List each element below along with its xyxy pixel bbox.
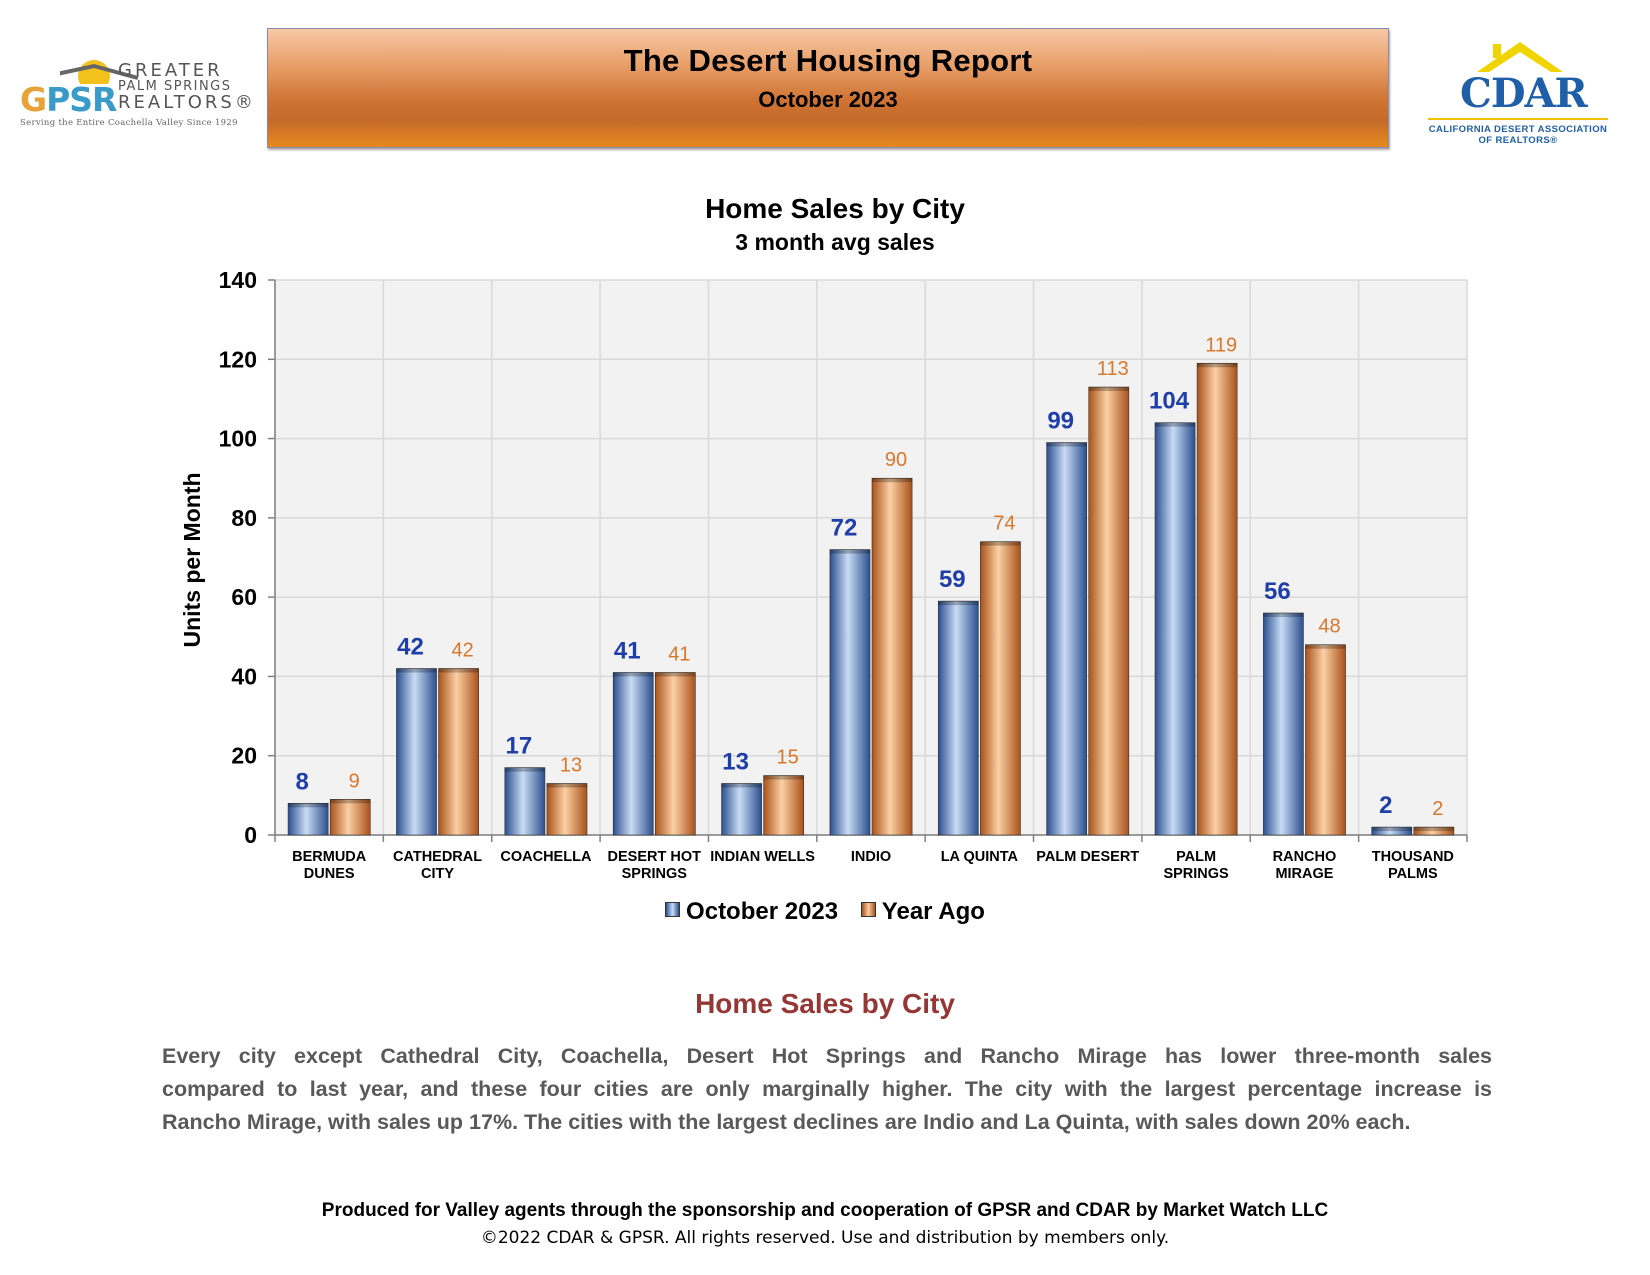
x-tick-label: PALMS bbox=[1387, 866, 1438, 882]
gpsr-line2: PALM SPRINGS bbox=[118, 79, 232, 94]
data-label: 56 bbox=[1264, 578, 1291, 605]
x-tick-label: COACHELLA bbox=[500, 849, 592, 865]
bar-cap bbox=[288, 803, 328, 807]
data-label: 8 bbox=[295, 768, 309, 796]
bar bbox=[547, 783, 587, 835]
data-label: 17 bbox=[505, 732, 533, 760]
bar bbox=[1197, 363, 1237, 835]
bar bbox=[396, 669, 436, 836]
x-tick-label: RANCHO bbox=[1272, 849, 1337, 865]
y-tick-label: 60 bbox=[231, 584, 257, 611]
x-tick-label: INDIO bbox=[850, 849, 892, 865]
cdar-sub2: OF REALTORS® bbox=[1478, 135, 1558, 146]
x-tick-label: MIRAGE bbox=[1275, 866, 1334, 882]
data-label: 99 bbox=[1047, 407, 1075, 435]
bar bbox=[1047, 443, 1087, 835]
cdar-sub1: CALIFORNIA DESERT ASSOCIATION bbox=[1428, 124, 1608, 135]
bar-cap bbox=[396, 669, 436, 673]
bar-cap bbox=[655, 672, 695, 676]
x-tick-label: INDIAN WELLS bbox=[710, 849, 815, 865]
legend-item-year-ago bbox=[861, 898, 985, 926]
y-tick-label: 140 bbox=[218, 267, 257, 293]
commentary-paragraph bbox=[162, 1040, 1492, 1139]
bar bbox=[1089, 387, 1129, 835]
data-label: 2 bbox=[1379, 792, 1393, 820]
bar-cap bbox=[764, 776, 804, 780]
data-label: 9 bbox=[348, 770, 360, 793]
data-label: 41 bbox=[668, 643, 691, 666]
data-label: 13 bbox=[722, 748, 749, 776]
commentary-title: Home Sales by City bbox=[695, 988, 955, 1019]
commentary-line-2: compared to last year, and these four cities are only marginally higher. The city with the largest percentage increase is bbox=[162, 1077, 1492, 1101]
home-sales-chart bbox=[0, 190, 1650, 890]
commentary-line-1: Every city except Cathedral City, Coachella, Desert Hot Springs and Rancho Mirage has lower three-month sales bbox=[162, 1044, 1492, 1068]
cdar-divider bbox=[1428, 118, 1608, 120]
bar bbox=[655, 672, 695, 835]
data-label: 42 bbox=[451, 639, 474, 662]
bar bbox=[505, 768, 545, 835]
bar-cap bbox=[722, 783, 762, 787]
legend-swatch-october-2023 bbox=[665, 902, 680, 917]
data-label: 119 bbox=[1205, 334, 1238, 357]
legend-label-year-ago: Year Ago bbox=[881, 898, 985, 925]
data-label: 59 bbox=[938, 566, 966, 594]
gpsr-logo bbox=[14, 52, 256, 132]
data-label: 41 bbox=[613, 637, 641, 665]
bar-cap bbox=[505, 768, 545, 772]
x-tick-label: THOUSAND bbox=[1371, 849, 1454, 865]
bar bbox=[1305, 645, 1345, 835]
footer-copyright: ©2022 CDAR & GPSR. All rights reserved. Use and distribution by members only. bbox=[480, 1228, 1170, 1248]
bar bbox=[288, 803, 328, 835]
bar bbox=[1155, 423, 1195, 835]
x-tick-label: DUNES bbox=[303, 866, 355, 882]
y-tick-label: 40 bbox=[231, 663, 257, 690]
report-title: The Desert Housing Report bbox=[623, 43, 1033, 78]
bar bbox=[330, 799, 370, 835]
data-label: 42 bbox=[397, 633, 424, 661]
bar bbox=[872, 478, 912, 835]
data-label: 113 bbox=[1096, 358, 1129, 381]
y-tick-label: 20 bbox=[231, 742, 257, 769]
data-label: 72 bbox=[830, 514, 858, 542]
legend-swatch-year-ago bbox=[861, 902, 876, 917]
bar-cap bbox=[938, 601, 978, 605]
gpsr-mark: GPSR bbox=[20, 80, 117, 119]
report-date: October 2023 bbox=[758, 87, 898, 112]
data-label: 2 bbox=[1432, 798, 1444, 821]
data-label: 48 bbox=[1318, 615, 1341, 638]
bar bbox=[980, 542, 1020, 835]
house-roof-icon bbox=[1475, 40, 1565, 74]
gpsr-tagline: Serving the Entire Coachella Valley Since 1929 bbox=[20, 118, 238, 128]
x-tick-label: CATHEDRAL bbox=[392, 849, 483, 865]
y-tick-label: 120 bbox=[218, 346, 257, 373]
x-tick-label: PALM DESERT bbox=[1036, 849, 1140, 865]
gpsr-line1: GREATER bbox=[118, 60, 223, 81]
y-tick-label: 80 bbox=[231, 504, 257, 531]
bar-cap bbox=[1197, 363, 1237, 367]
bar-cap bbox=[547, 783, 587, 787]
plot-area bbox=[219, 267, 1467, 882]
bar bbox=[613, 672, 653, 835]
x-tick-label: SPRINGS bbox=[621, 866, 687, 882]
commentary-line-3: Rancho Mirage, with sales up 17%. The cities with the largest declines are Indio and La Quinta, with sales down 20% each. bbox=[162, 1110, 1411, 1134]
cdar-word: CDAR bbox=[1460, 70, 1587, 117]
bar-cap bbox=[1263, 613, 1303, 617]
x-tick-label: BERMUDA bbox=[292, 849, 367, 865]
x-tick-label: CITY bbox=[421, 866, 455, 882]
y-tick-label: 0 bbox=[244, 822, 257, 848]
data-label: 15 bbox=[776, 746, 799, 769]
bar-cap bbox=[613, 672, 653, 676]
data-label: 104 bbox=[1149, 387, 1190, 415]
gpsr-line3: REALTORS® bbox=[118, 92, 256, 113]
bar-cap bbox=[872, 478, 912, 482]
footer-credit: Produced for Valley agents through the sponsorship and cooperation of GPSR and CDAR by Market Watch LLC bbox=[321, 1200, 1329, 1221]
x-tick-label: SPRINGS bbox=[1163, 866, 1229, 882]
cdar-logo bbox=[1420, 40, 1620, 150]
bar bbox=[722, 783, 762, 835]
legend-item-october-2023 bbox=[665, 898, 838, 926]
bar-cap bbox=[1047, 443, 1087, 447]
bar bbox=[764, 776, 804, 835]
y-tick-label: 100 bbox=[218, 425, 257, 452]
bar bbox=[830, 550, 870, 835]
bar bbox=[439, 669, 479, 836]
bar bbox=[1263, 613, 1303, 835]
chart-legend bbox=[0, 898, 1650, 926]
y-axis-label: Units per Month bbox=[179, 472, 205, 648]
report-banner bbox=[267, 28, 1389, 148]
legend-label-october-2023: October 2023 bbox=[686, 898, 839, 925]
bar-cap bbox=[1155, 423, 1195, 427]
bar-cap bbox=[1305, 645, 1345, 649]
data-label: 13 bbox=[559, 754, 583, 777]
chart-title: Home Sales by City bbox=[705, 193, 965, 224]
bar-cap bbox=[1414, 827, 1454, 831]
bar-cap bbox=[1372, 827, 1412, 831]
x-tick-label: LA QUINTA bbox=[940, 849, 1019, 865]
bar-cap bbox=[330, 799, 370, 803]
data-label: 74 bbox=[993, 512, 1016, 535]
chart-subtitle: 3 month avg sales bbox=[735, 229, 935, 255]
bar-cap bbox=[439, 669, 479, 673]
x-tick-label: PALM bbox=[1176, 849, 1217, 865]
data-label: 90 bbox=[884, 449, 908, 472]
bar-cap bbox=[1089, 387, 1129, 391]
bar-cap bbox=[980, 542, 1020, 546]
bar-cap bbox=[830, 550, 870, 554]
x-tick-label: DESERT HOT bbox=[607, 849, 701, 865]
bar bbox=[938, 601, 978, 835]
